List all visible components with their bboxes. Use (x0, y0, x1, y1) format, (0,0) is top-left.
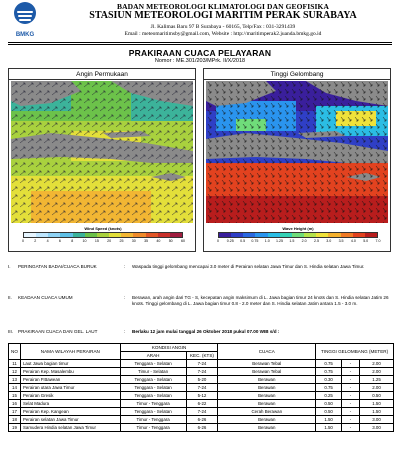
wave-colorbar-tick: 0.25 (226, 239, 234, 243)
wave-colorbar (218, 232, 378, 238)
bmkg-logo (10, 2, 40, 42)
row-wave-max: 3.00 (360, 416, 394, 424)
wind-colorbar-swatch (170, 233, 182, 237)
row-wave-min: 1.50 (316, 424, 342, 432)
row-number: 17 (9, 408, 21, 416)
row-wind-direction: Tenggara - Selatan (120, 408, 186, 416)
wind-colorbar-tick: 20 (107, 239, 112, 243)
row-area-name: Perairan Kep. Masalembu (20, 368, 120, 376)
row-wave-min: 0.75 (316, 360, 342, 368)
table-row (9, 408, 394, 416)
wind-colorbar-swatch (121, 233, 133, 237)
forecast-table (8, 343, 394, 432)
wind-colorbar-tick: 2 (34, 239, 37, 243)
row-wave-max: 1.50 (360, 400, 394, 408)
row-wind-direction: Tenggara - Selatan (120, 392, 186, 400)
wind-colorbar-tick: 25 (119, 239, 124, 243)
row-number: 18 (9, 416, 21, 424)
wave-colorbar-swatch (243, 233, 255, 237)
wind-colorbar-swatch (73, 233, 85, 237)
table-row (9, 392, 394, 400)
section-label: PERINGATAN BADAI/CUACA BURUK (18, 264, 97, 269)
wave-colorbar-swatch (255, 233, 267, 237)
wave-colorbar-tick: 0.75 (251, 239, 259, 243)
wave-map-image (206, 81, 388, 223)
row-wave-min: 0.75 (316, 384, 342, 392)
row-weather: Berawan Tebal (218, 368, 316, 376)
wave-colorbar-swatch (280, 233, 292, 237)
row-wind-direction: Timur - Selatan (120, 368, 186, 376)
header-wave-height: TINGGI GELOMBANG (METER) (316, 344, 394, 360)
row-number: 13 (9, 376, 21, 384)
section-number: II. (8, 295, 12, 300)
row-wind-speed: 6-26 (186, 424, 218, 432)
row-wave-max: 2.00 (360, 368, 394, 376)
row-wind-speed: 7-24 (186, 360, 218, 368)
row-area-name: Selat Madura (20, 400, 120, 408)
section-colon: : (124, 295, 126, 300)
wind-colorbar-swatch (36, 233, 48, 237)
table-row (9, 424, 394, 432)
row-wave-max: 1.25 (360, 376, 394, 384)
wind-colorbar-tick: 15 (94, 239, 99, 243)
section-text: Berlaku 12 jam mulai tanggal 26 Oktober 2018 pukul 07.00 WIB s/d : (132, 329, 280, 334)
row-wave-min: 0.75 (316, 368, 342, 376)
document-number: Nomor : ME.301/203/MPrk. II/X/2018 (154, 58, 246, 64)
row-wave-max: 1.50 (360, 408, 394, 416)
station-contact: Email : meteomaritimsby@gmail.com, Website : http://maritimperak2.juanda.bmkg.go.id (124, 31, 322, 37)
letterhead (0, 0, 400, 44)
wind-colorbar-tick: 10 (82, 239, 87, 243)
row-wave-max: 0.50 (360, 392, 394, 400)
wind-colorbar-title: Wind Speed (knots) (84, 226, 122, 231)
header-rule (8, 42, 392, 43)
row-wave-separator: - (342, 416, 360, 424)
row-wave-min: 0.25 (316, 392, 342, 400)
wind-colorbar-tick: 0 (22, 239, 24, 243)
section-colon: : (124, 264, 126, 269)
row-area-name: Perairan utara Jawa Timur (20, 384, 120, 392)
section-number: III. (8, 329, 14, 334)
wind-colorbar-tick: 6 (58, 239, 61, 243)
wind-colorbar (23, 232, 183, 238)
row-weather: Berawan (218, 376, 316, 384)
wave-colorbar-tick: 3.0 (326, 239, 332, 243)
row-wave-separator: - (342, 400, 360, 408)
row-wave-separator: - (342, 424, 360, 432)
table-row (9, 368, 394, 376)
row-wind-speed: 6-26 (186, 416, 218, 424)
row-weather: Berawan (218, 424, 316, 432)
row-wind-direction: Timur - Tenggara (120, 400, 186, 408)
wave-colorbar-tick: 5.0 (363, 239, 369, 243)
row-weather: Berawan Tebal (218, 360, 316, 368)
section-text: Berawan, arah angin dari TG - S, kecepatan angin maksimum di L. Jawa bagian timur 24 knots dan S. Hindia selatan Jatim 26 knots. Tinggi gelombang di L. Jawa bagian timur 0.8 - 2.0 meter dan S. Hindia selatan Jatim antara 1.5 - 3.0 m. (132, 295, 389, 306)
wind-colorbar-tick: 35 (144, 239, 149, 243)
row-number: 16 (9, 400, 21, 408)
row-wind-direction: Timur - Tenggara (120, 424, 186, 432)
wind-colorbar-swatch (146, 233, 158, 237)
table-row (9, 360, 394, 368)
row-wave-separator: - (342, 384, 360, 392)
wave-colorbar-tick: 1.0 (264, 239, 270, 243)
wave-colorbar-tick: 1.5 (289, 239, 295, 243)
header-direction: ARAH (120, 352, 186, 360)
wind-colorbar-swatch (24, 233, 36, 237)
row-area-name: Perairan P.Bawean (20, 376, 120, 384)
wind-colorbar-tick: 30 (131, 239, 136, 243)
row-wind-direction: Tenggara - Selatan (120, 384, 186, 392)
row-weather: Berawan (218, 392, 316, 400)
header-speed: KEC. (KTS) (186, 352, 218, 360)
logo-text: BMKG (15, 32, 35, 38)
row-wave-min: 1.50 (316, 416, 342, 424)
document-title: PRAKIRAAN CUACA PELAYARAN (128, 48, 272, 58)
row-number: 11 (9, 360, 21, 368)
wind-colorbar-swatch (60, 233, 72, 237)
wave-colorbar-tick: 2.0 (301, 239, 307, 243)
station-name: STASIUN METEOROLOGI MARITIM PERAK SURABAYA (89, 10, 357, 21)
row-wave-separator: - (342, 368, 360, 376)
row-wave-max: 3.00 (360, 424, 394, 432)
row-number: 14 (9, 384, 21, 392)
row-wave-min: 0.50 (316, 408, 342, 416)
wave-colorbar-ticks (217, 239, 381, 245)
header-weather: CUACA (218, 344, 316, 360)
table-row (9, 416, 394, 424)
row-wave-max: 2.00 (360, 384, 394, 392)
row-wind-direction: Timur - Tenggara (120, 416, 186, 424)
wave-map-panel (203, 68, 391, 252)
header-rule-thin (8, 44, 392, 45)
row-weather: Berawan (218, 400, 316, 408)
row-wave-separator: - (342, 376, 360, 384)
wind-colorbar-swatch (48, 233, 60, 237)
wind-map-title: Angin Permukaan (9, 69, 195, 80)
wave-colorbar-title: Wave Height (m) (282, 226, 314, 231)
wave-colorbar-swatch (328, 233, 340, 237)
wave-colorbar-tick: 4.0 (350, 239, 356, 243)
row-number: 12 (9, 368, 21, 376)
row-area-name: Laut Jawa bagian timur (20, 360, 120, 368)
wave-colorbar-swatch (365, 233, 377, 237)
row-wave-separator: - (342, 408, 360, 416)
wave-colorbar-tick: 7.0 (375, 239, 381, 243)
wind-colorbar-tick: 40 (156, 239, 161, 243)
row-number: 15 (9, 392, 21, 400)
wave-colorbar-tick: 0.5 (240, 239, 246, 243)
section-label: KEADAAN CUACA UMUM (18, 295, 73, 300)
wave-colorbar-tick: 2.5 (313, 239, 319, 243)
section-label: PRAKIRAAN CUACA DAN GEL. LAUT (18, 329, 98, 334)
bmkg-logo-emblem-icon (14, 2, 36, 24)
agency-name: BADAN METEOROLOGI KLIMATOLOGI DAN GEOFISIKA (117, 2, 329, 11)
row-wave-separator: - (342, 392, 360, 400)
row-number: 19 (9, 424, 21, 432)
row-wind-speed: 7-24 (186, 408, 218, 416)
wind-colorbar-tick: 8 (71, 239, 74, 243)
row-area-name: Perairan Gresik (20, 392, 120, 400)
section-general-weather (0, 295, 400, 323)
table-row (9, 400, 394, 408)
section-forecast (0, 329, 400, 337)
wave-colorbar-tick: 3.5 (338, 239, 344, 243)
row-wind-speed: 5-20 (186, 376, 218, 384)
row-weather: Berawan (218, 384, 316, 392)
wave-colorbar-tick: 1.25 (276, 239, 284, 243)
wave-colorbar-swatch (353, 233, 365, 237)
wave-colorbar-swatch (231, 233, 243, 237)
wind-map-image (11, 81, 193, 223)
header-no: NO (9, 344, 21, 360)
wind-colorbar-tick: 4 (46, 239, 49, 243)
section-warning (0, 264, 400, 284)
row-wind-speed: 6-22 (186, 400, 218, 408)
wind-colorbar-tick: 50 (168, 239, 173, 243)
section-colon: : (124, 329, 126, 334)
row-area-name: Perairan Kep. Kangean (20, 408, 120, 416)
row-wind-speed: 5-12 (186, 392, 218, 400)
wind-colorbar-swatch (158, 233, 170, 237)
row-weather: Berawan (218, 416, 316, 424)
wind-map-panel (8, 68, 196, 252)
header-wind: KONDISI ANGIN (120, 344, 218, 352)
table-row (9, 376, 394, 384)
row-wind-speed: 7-24 (186, 368, 218, 376)
wind-colorbar-tick: 60 (181, 239, 185, 243)
wind-colorbar-swatch (85, 233, 97, 237)
wind-colorbar-ticks (23, 239, 183, 245)
row-wave-min: 0.50 (316, 400, 342, 408)
wave-map-title: Tinggi Gelombang (204, 69, 390, 80)
wind-colorbar-swatch (97, 233, 109, 237)
wave-colorbar-swatch (219, 233, 231, 237)
row-wind-direction: Tenggara - Selatan (120, 376, 186, 384)
row-wind-direction: Tenggara - Selatan (120, 360, 186, 368)
row-weather: Cerah Berawan (218, 408, 316, 416)
header-area: NAMA WILAYAH PERAIRAN (20, 344, 120, 360)
wind-colorbar-swatch (133, 233, 145, 237)
row-wind-speed: 7-24 (186, 384, 218, 392)
wave-colorbar-swatch (268, 233, 280, 237)
wave-colorbar-swatch (304, 233, 316, 237)
section-number: I. (8, 264, 11, 269)
station-address: Jl. Kalimas Baru 97 B Surabaya - 60165, Telp/Fax : 031-3291439 (150, 24, 296, 30)
row-wave-min: 0.30 (316, 376, 342, 384)
section-text: Waspada tinggi gelombang mencapai 3.0 meter di Perairan selatan Jawa Timur dan S. Hindia selatan Jawa Timur. (132, 264, 365, 269)
wind-colorbar-swatch (109, 233, 121, 237)
wave-colorbar-tick: 0 (217, 239, 219, 243)
row-area-name: Perairan selatan Jawa Timur (20, 416, 120, 424)
wave-colorbar-swatch (292, 233, 304, 237)
row-wave-max: 2.00 (360, 360, 394, 368)
table-row (9, 384, 394, 392)
row-wave-separator: - (342, 360, 360, 368)
wave-colorbar-swatch (341, 233, 353, 237)
row-area-name: Samudera Hindia selatan Jawa Timur (20, 424, 120, 432)
wave-colorbar-swatch (316, 233, 328, 237)
